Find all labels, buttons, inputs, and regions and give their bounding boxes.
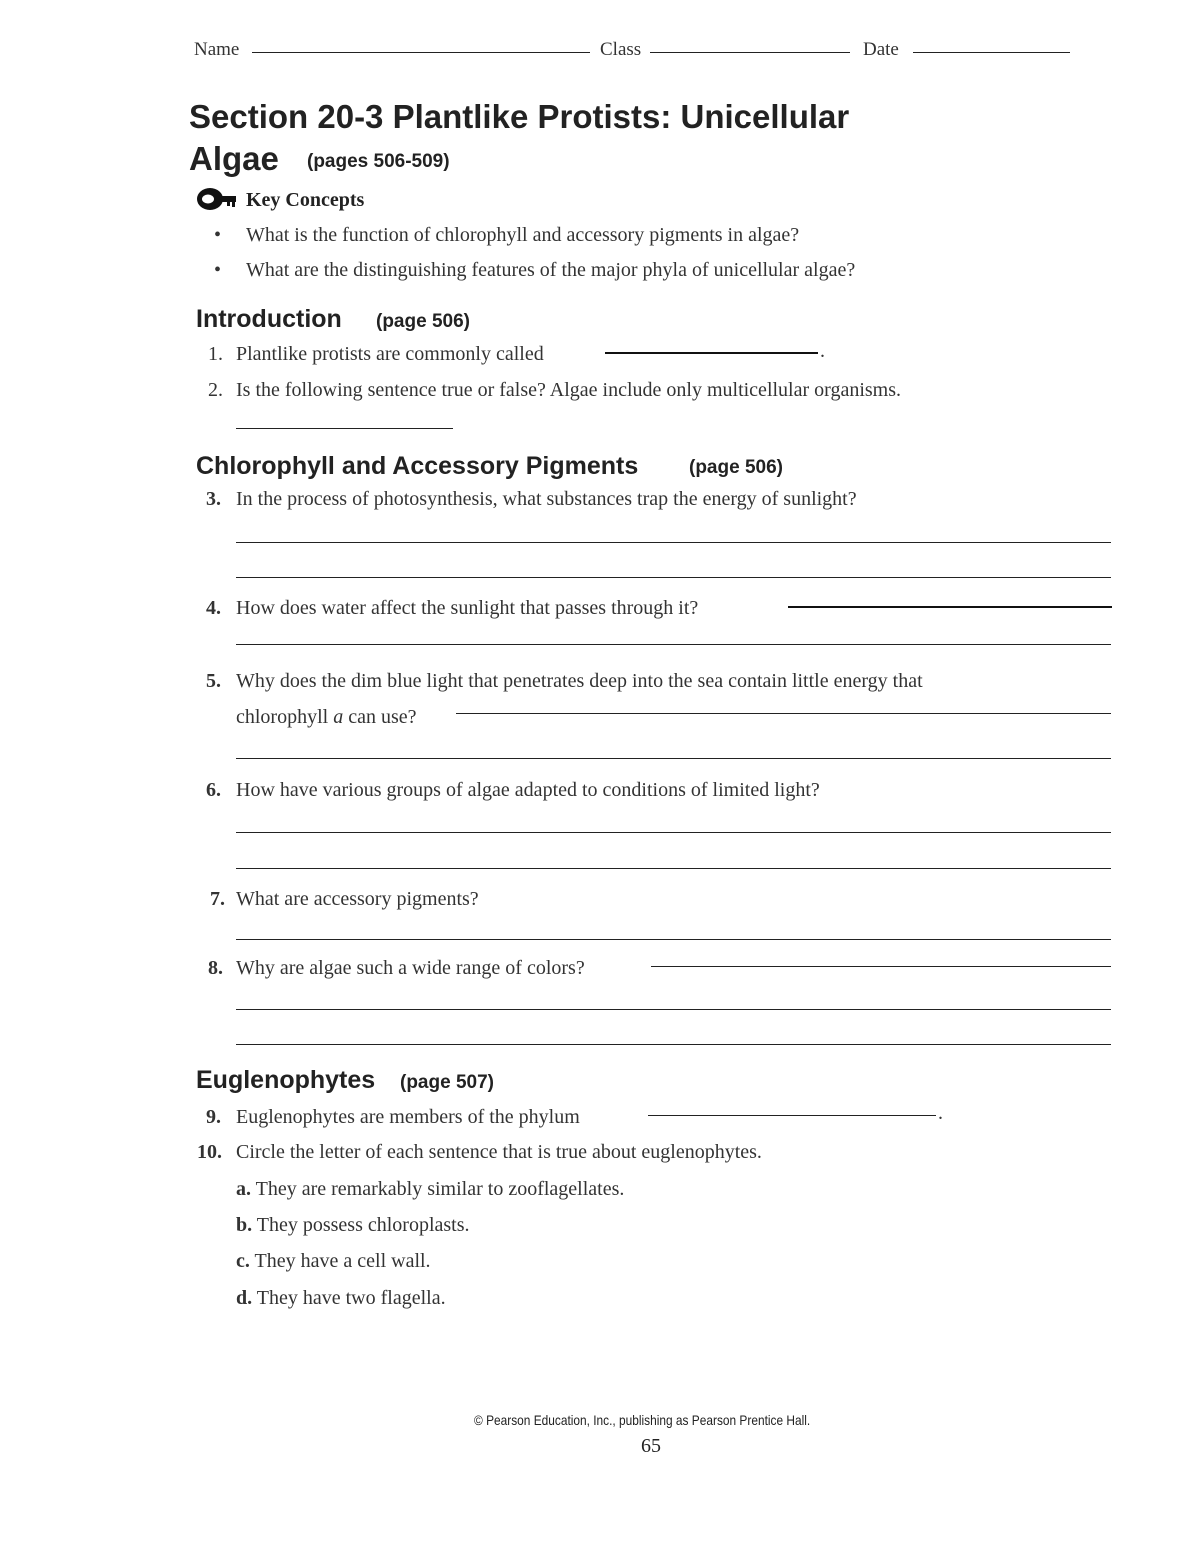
q6-text: How have various groups of algae adapted to conditions of limited light? xyxy=(236,779,820,801)
bullet-2: • xyxy=(214,259,222,281)
q4-text: How does water affect the sunlight that passes through it? xyxy=(236,597,699,619)
q10-option-b[interactable] xyxy=(236,1214,470,1237)
section-title-pages: (pages 506-509) xyxy=(307,151,450,172)
q4-answer-line-1[interactable] xyxy=(788,606,1112,608)
euglenophytes-pages: (page 507) xyxy=(400,1072,494,1093)
introduction-pages: (page 506) xyxy=(376,311,470,332)
q5-answer-line-1[interactable] xyxy=(456,713,1111,714)
q3-text: In the process of photosynthesis, what substances trap the energy of sunlight? xyxy=(236,488,857,510)
class-label: Class xyxy=(600,39,642,60)
q2-answer-line[interactable] xyxy=(236,428,453,429)
q10-option-a[interactable] xyxy=(236,1178,624,1201)
option-letter: a. xyxy=(236,1178,251,1200)
bullet-1: • xyxy=(214,224,222,246)
q4-number: 4. xyxy=(206,597,221,619)
q7-text: What are accessory pigments? xyxy=(236,888,479,910)
q6-answer-line-2[interactable] xyxy=(236,868,1111,869)
q8-answer-line-3[interactable] xyxy=(236,1044,1111,1045)
date-field-line[interactable] xyxy=(913,52,1070,53)
chlorophyll-heading: Chlorophyll and Accessory Pigments xyxy=(196,452,639,480)
q5-text-line1: Why does the dim blue light that penetrates deep into the sea contain little energy that xyxy=(236,670,923,692)
q9-answer-line[interactable] xyxy=(648,1115,936,1116)
option-text: They possess chloroplasts. xyxy=(256,1214,470,1236)
q5-text-b: can use? xyxy=(348,706,417,728)
q5-answer-line-2[interactable] xyxy=(236,758,1111,759)
q1-text: Plantlike protists are commonly called xyxy=(236,343,544,365)
q10-number: 10. xyxy=(197,1141,222,1163)
q8-answer-line-2[interactable] xyxy=(236,1009,1111,1010)
q2-number: 2. xyxy=(208,379,223,401)
q1-number: 1. xyxy=(208,343,223,365)
q10-text: Circle the letter of each sentence that is true about euglenophytes. xyxy=(236,1141,762,1163)
q5-number: 5. xyxy=(206,670,221,692)
class-field-line[interactable] xyxy=(650,52,850,53)
option-text: They have two flagella. xyxy=(256,1287,446,1309)
section-title: Section 20-3 Plantlike Protists: Unicellular xyxy=(189,98,850,135)
q7-answer-line[interactable] xyxy=(236,939,1111,940)
key-concepts-label: Key Concepts xyxy=(246,189,365,211)
option-letter: b. xyxy=(236,1214,253,1236)
q1-period: . xyxy=(820,340,825,362)
footer-copyright: © Pearson Education, Inc., publishing as Pearson Prentice Hall. xyxy=(474,1412,811,1428)
q9-number: 9. xyxy=(206,1106,221,1128)
q5-text-italic: a xyxy=(333,706,344,728)
option-letter: c. xyxy=(236,1250,250,1272)
section-title-line2: Algae xyxy=(189,140,279,177)
q8-text: Why are algae such a wide range of colors? xyxy=(236,957,585,979)
q10-option-d[interactable] xyxy=(236,1287,446,1310)
q10-option-c[interactable] xyxy=(236,1250,431,1273)
key-concept-1: What is the function of chlorophyll and accessory pigments in algae? xyxy=(246,224,800,246)
q4-answer-line-2[interactable] xyxy=(236,644,1111,645)
key-concept-2: What are the distinguishing features of the major phyla of unicellular algae? xyxy=(246,259,856,281)
q3-answer-line-2[interactable] xyxy=(236,577,1111,578)
option-text: They have a cell wall. xyxy=(254,1250,431,1272)
q8-number: 8. xyxy=(208,957,223,979)
chlorophyll-pages: (page 506) xyxy=(689,457,783,478)
q9-text: Euglenophytes are members of the phylum xyxy=(236,1106,580,1128)
q3-number: 3. xyxy=(206,488,221,510)
q2-text: Is the following sentence true or false? Algae include only multicellular organisms. xyxy=(236,379,901,401)
name-label: Name xyxy=(194,39,240,60)
key-icon xyxy=(196,186,238,217)
option-letter: d. xyxy=(236,1287,253,1309)
q3-answer-line-1[interactable] xyxy=(236,542,1111,543)
date-label: Date xyxy=(863,39,899,60)
q6-answer-line-1[interactable] xyxy=(236,832,1111,833)
q6-number: 6. xyxy=(206,779,221,801)
q8-answer-line-1[interactable] xyxy=(651,966,1111,967)
name-field-line[interactable] xyxy=(252,52,590,53)
q5-text-a: chlorophyll xyxy=(236,706,329,728)
q9-period: . xyxy=(938,1102,943,1124)
q1-answer-line[interactable] xyxy=(605,352,818,354)
q7-number: 7. xyxy=(210,888,225,910)
introduction-heading: Introduction xyxy=(196,305,342,333)
q5-text-line2 xyxy=(236,706,417,729)
euglenophytes-heading: Euglenophytes xyxy=(196,1066,376,1094)
page-number: 65 xyxy=(641,1435,661,1457)
option-text: They are remarkably similar to zooflagellates. xyxy=(255,1178,625,1200)
